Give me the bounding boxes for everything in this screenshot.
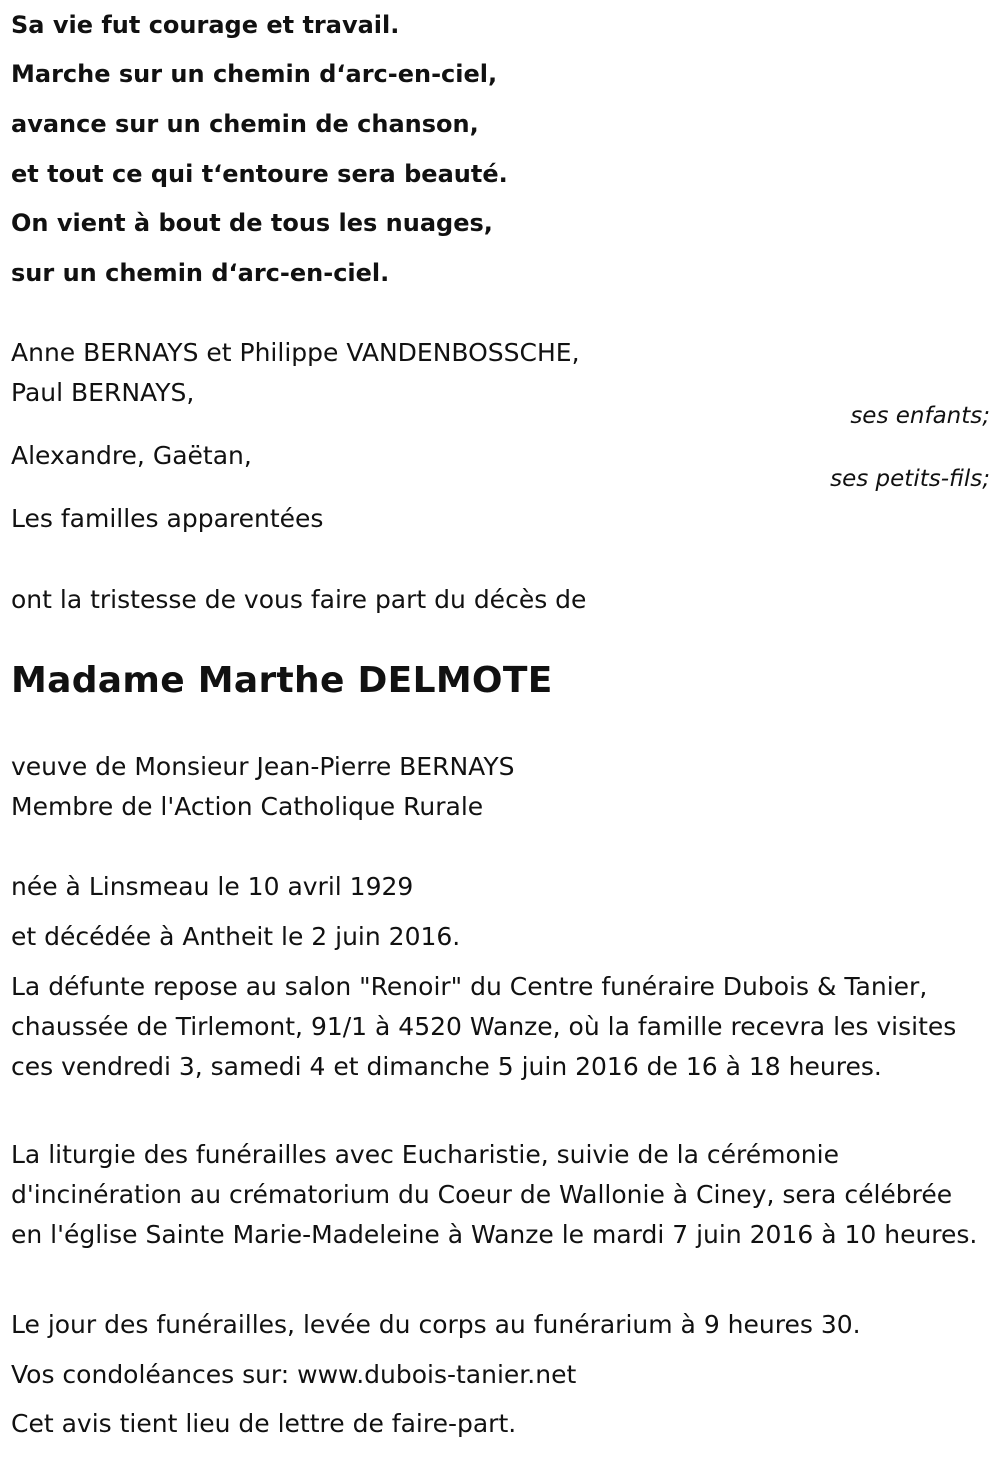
poem-line-5: On vient à bout de tous les nuages, [11, 209, 493, 237]
poem-line-6: sur un chemin d‘arc-en-ciel. [11, 259, 390, 287]
children-line-2: Paul BERNAYS, [11, 378, 195, 407]
widow-of-line: veuve de Monsieur Jean-Pierre BERNAYS [11, 752, 515, 781]
poem-line-2: Marche sur un chemin d‘arc-en-ciel, [11, 60, 498, 88]
condolences-line: Vos condoléances sur: www.dubois-tanier.net [11, 1360, 577, 1389]
deceased-name: Madame Marthe DELMOTE [11, 660, 553, 701]
poem-line-1: Sa vie fut courage et travail. [11, 11, 400, 39]
relatives-line: Les familles apparentées [11, 504, 324, 533]
member-of-line: Membre de l'Action Catholique Rurale [11, 792, 484, 821]
grandchildren-role: ses petits-fils; [830, 466, 990, 492]
poem-line-3: avance sur un chemin de chanson, [11, 110, 479, 138]
levee-line: Le jour des funérailles, levée du corps au funérarium à 9 heures 30. [11, 1310, 861, 1339]
grandchildren-line: Alexandre, Gaëtan, [11, 441, 252, 470]
liturgy-paragraph: La liturgie des funérailles avec Eucharistie, suivie de la cérémonie d'incinération au crématorium du Coeur de Wallonie à Ciney, sera célébrée en l'église Sainte Marie-Madeleine à Wanze le mardi 7 juin 2016 à 10 heures. [11, 1140, 978, 1249]
children-role: ses enfants; [850, 403, 990, 429]
death-line: et décédée à Antheit le 2 juin 2016. [11, 922, 461, 951]
birth-line: née à Linsmeau le 10 avril 1929 [11, 872, 414, 901]
notice-line: Cet avis tient lieu de lettre de faire-part. [11, 1409, 517, 1438]
poem-line-4: et tout ce qui t‘entoure sera beauté. [11, 160, 508, 188]
announcement-line: ont la tristesse de vous faire part du décès de [11, 585, 587, 614]
children-line-1: Anne BERNAYS et Philippe VANDENBOSSCHE, [11, 338, 580, 367]
visitation-paragraph: La défunte repose au salon "Renoir" du Centre funéraire Dubois & Tanier, chaussée de Tirlemont, 91/1 à 4520 Wanze, où la famille recevra les visites ces vendredi 3, samedi 4 et dimanche 5 juin 2016 de 16 à 18 heures. [11, 972, 957, 1081]
